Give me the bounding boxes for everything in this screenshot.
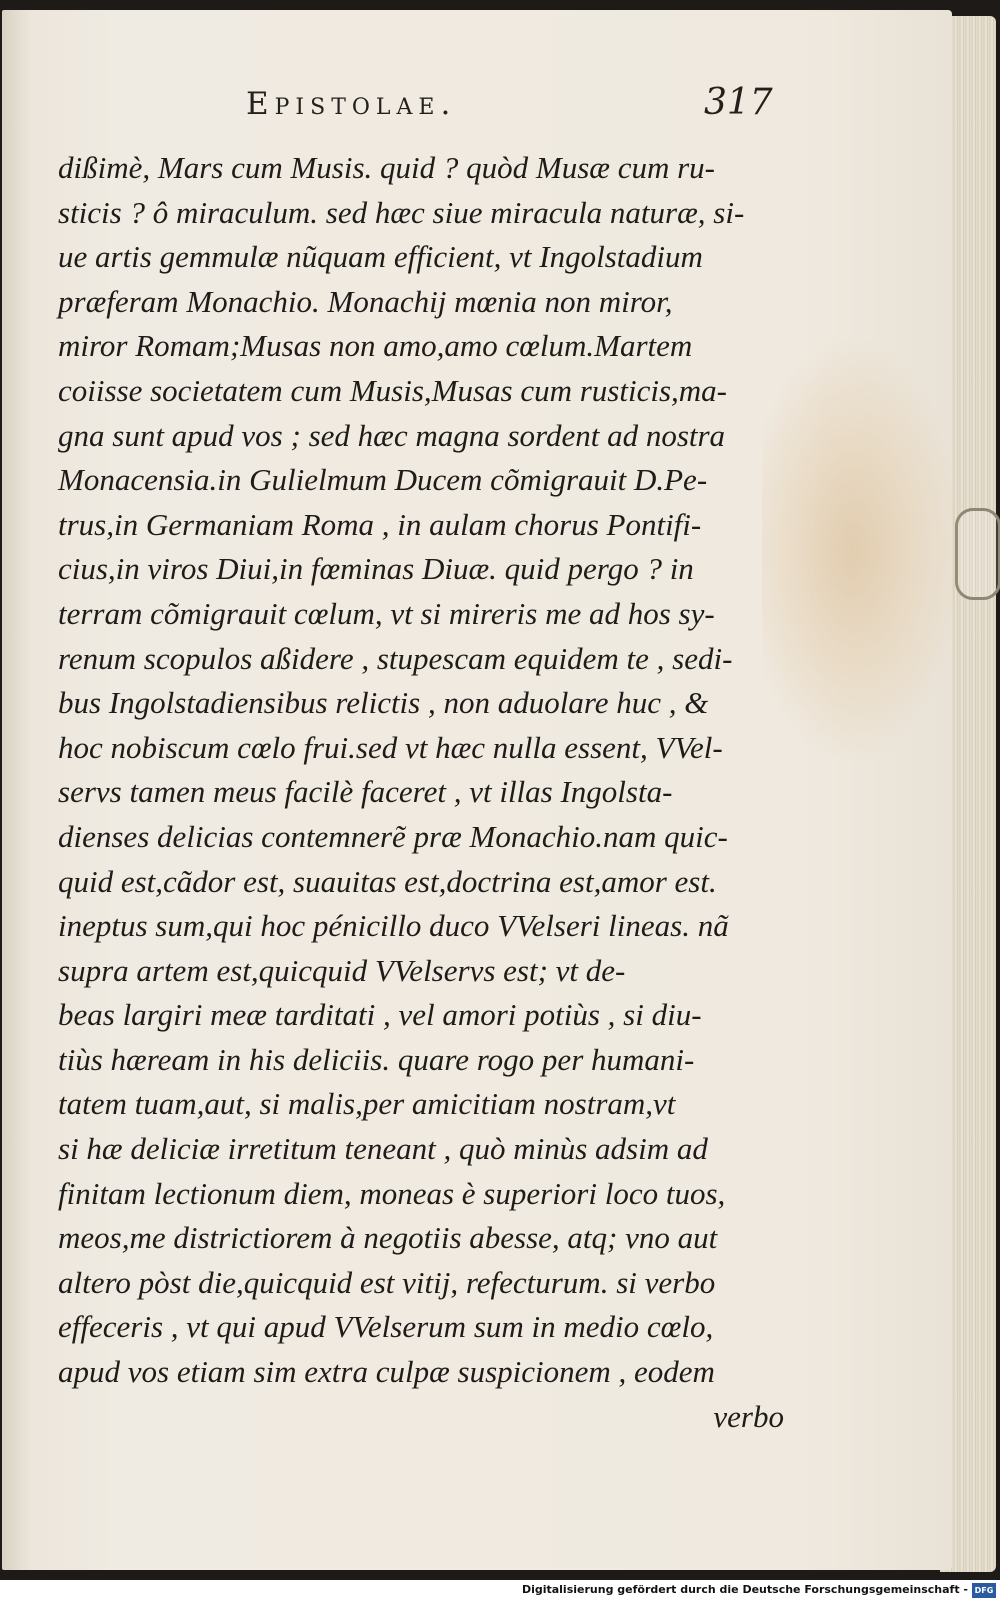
text-line: renum scopulos aßidere , stupescam equidem te , sedi- — [58, 640, 733, 676]
text-line: præferam Monachio. Monachij mœnia non miror, — [58, 283, 673, 319]
text-line: quid est,cãdor est, suauitas est,doctrina est,amor est. — [58, 863, 717, 899]
text-line: si hæ deliciæ irretitum teneant , quò minùs adsim ad — [58, 1131, 708, 1167]
text-line: hoc nobiscum cœlo frui.sed vt hæc nulla essent, VVel- — [58, 729, 723, 765]
text-line: beas largiri meæ tarditati , vel amori potiùs , si diu- — [58, 997, 702, 1033]
funding-credit: Digitalisierung gefördert durch die Deutsche Forschungsgemeinschaft - — [521, 1583, 968, 1596]
text-line: ineptus sum,qui hoc pénicillo duco VVelseri lineas. nã — [58, 908, 729, 944]
digitization-footer — [0, 1580, 1000, 1602]
text-line: terram cõmigrauit cœlum, vt si mireris me ad hos sy- — [58, 595, 715, 631]
text-line: dienses delicias contemnerẽ præ Monachio.nam quic- — [58, 818, 728, 854]
text-line: altero pòst die,quicquid est vitij, refecturum. si verbo — [58, 1264, 716, 1300]
text-line: tatem tuam,aut, si malis,per amicitiam nostram,vt — [58, 1086, 676, 1122]
text-line: supra artem est,quicquid VVelservs est; vt de- — [58, 952, 626, 988]
book-page — [2, 10, 952, 1570]
text-line: finitam lectionum diem, moneas è superiori loco tuos, — [58, 1175, 726, 1211]
catchword: verbo — [713, 1398, 784, 1434]
text-line: dißimè, Mars cum Musis. quid ? quòd Musæ cum ru- — [58, 150, 715, 185]
text-line: miror Romam;Musas non amo,amo cœlum.Martem — [58, 328, 693, 364]
text-line: coiisse societatem cum Musis,Musas cum rusticis,ma- — [58, 372, 727, 408]
book-clasp-icon — [955, 508, 1000, 600]
text-line: effeceris , vt qui apud VVelserum sum in medio cœlo, — [58, 1309, 714, 1345]
text-line: bus Ingolstadiensibus relictis , non aduolare huc , & — [58, 685, 709, 721]
text-line: servs tamen meus facilè faceret , vt illas Ingolsta- — [58, 774, 673, 810]
water-stain — [762, 340, 962, 760]
text-line: Monacensia.in Gulielmum Ducem cõmigrauit D.Pe- — [58, 462, 708, 498]
text-line: tiùs hæream in his deliciis. quare rogo per humani- — [58, 1041, 695, 1077]
page-number: 317 — [704, 82, 773, 123]
text-line: ue artis gemmulæ nũquam efficient, vt Ingolstadium — [58, 239, 703, 275]
running-title: Epistolae. — [246, 86, 457, 122]
letter-text — [58, 146, 788, 1439]
page-header — [2, 82, 952, 142]
text-line: sticis ? ô miraculum. sed hæc siue miracula naturæ, si- — [58, 194, 745, 230]
text-line: gna sunt apud vos ; sed hæc magna sordent ad nostra — [58, 417, 726, 453]
text-line: apud vos etiam sim extra culpæ suspicionem , eodem — [58, 1354, 715, 1390]
text-line: trus,in Germaniam Roma , in aulam chorus Pontifi- — [58, 506, 702, 542]
text-line: meos,me districtiorem à negotiis abesse, atq; vno aut — [58, 1220, 718, 1256]
text-line: cius,in viros Diui,in fœminas Diuæ. quid pergo ? in — [58, 551, 694, 587]
dfg-logo-icon: DFG — [972, 1583, 996, 1598]
